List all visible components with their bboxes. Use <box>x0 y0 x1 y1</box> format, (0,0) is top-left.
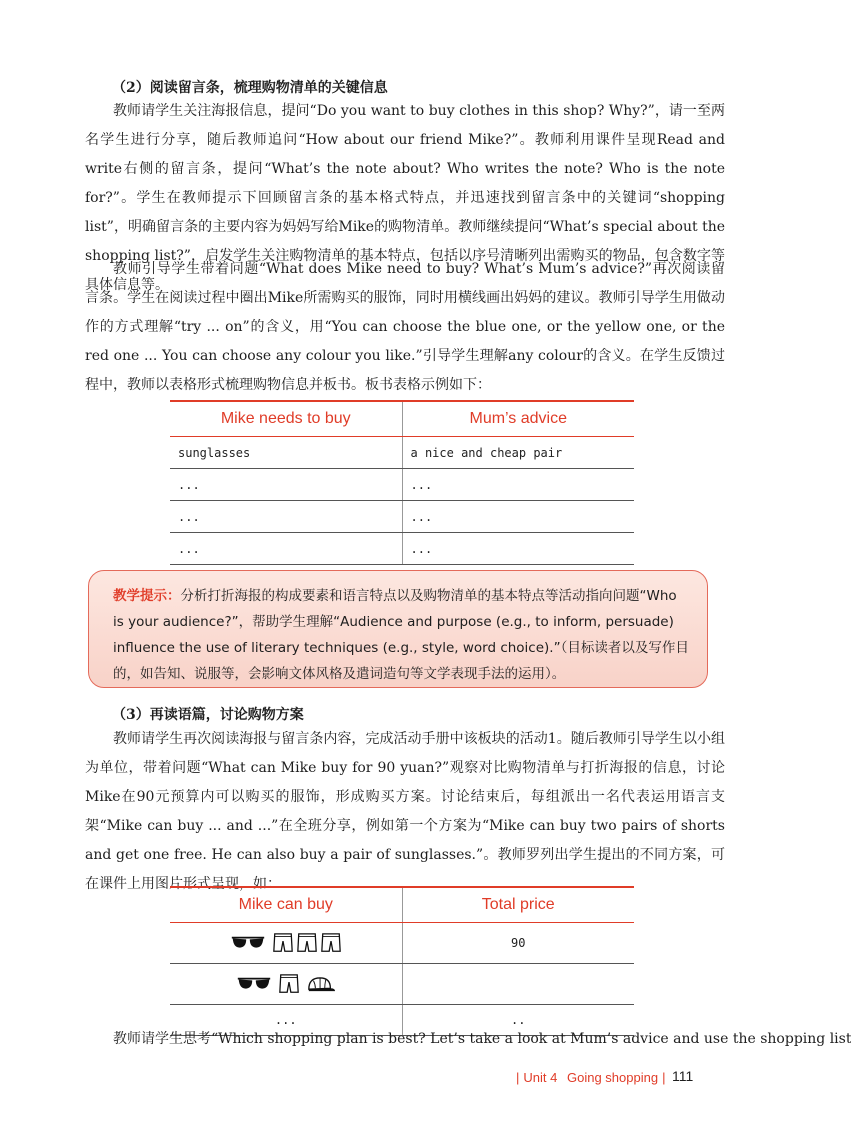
section3-heading: （3）再读语篇，讨论购物方案 <box>112 707 304 723</box>
table1-cell: a nice and cheap pair <box>402 437 634 469</box>
table1-cell: ... <box>402 501 634 533</box>
table1-cell: ... <box>170 533 402 565</box>
footer-unit: Unit 4 <box>523 1070 558 1085</box>
table1-cell: ... <box>170 501 402 533</box>
table1-cell: sunglasses <box>170 437 402 469</box>
shorts-icon <box>272 932 294 954</box>
table-row <box>170 533 634 565</box>
table1-cell: ... <box>402 533 634 565</box>
shorts-icon <box>278 973 300 995</box>
table-row <box>170 469 634 501</box>
teaching-tip-box <box>88 570 708 688</box>
plan-items-cell <box>170 923 402 964</box>
plan-items-cell: ... <box>170 1005 402 1036</box>
shopping-info-table <box>170 400 634 565</box>
shorts-icon <box>320 932 342 954</box>
teaching-tip-label: 教学提示： <box>113 588 181 604</box>
cap-icon <box>306 975 336 994</box>
sunglasses-icon <box>230 934 266 952</box>
table-row <box>170 923 634 964</box>
table2-header-price: Total price <box>402 887 634 923</box>
table1-cell: ... <box>402 469 634 501</box>
table-row <box>170 437 634 469</box>
table1-header-needs: Mike needs to buy <box>170 401 402 437</box>
table1-cell: ... <box>170 469 402 501</box>
table2-header-items: Mike can buy <box>170 887 402 923</box>
section2-heading: （2）阅读留言条，梳理购物清单的关键信息 <box>112 80 388 96</box>
shorts-icon <box>296 932 318 954</box>
table1-header-advice: Mum’s advice <box>402 401 634 437</box>
plan-price-cell: .. <box>402 1005 634 1036</box>
section2-para2: 教师引导学生带着问题“What does Mike need to buy? What’s Mum’s advice?”再次阅读留言条。学生在阅读过程中圈出Mike所需购买的服饰，同时用横线画出妈妈的建议。教师引导学生用做动作的方式理解“try ... on”的含义，用“You can choose the blue one, or the yellow one, or the red one ... You can choose any colour you like.”引导学生理解any colour的含义。在学生反馈过程中，教师以表格形式梳理购物信息并板书。板书表格示例如下： <box>85 261 725 393</box>
table-row <box>170 964 634 1005</box>
page-number: 111 <box>672 1068 694 1084</box>
table-row <box>170 501 634 533</box>
plan-items-cell <box>170 964 402 1005</box>
plan-price-cell: 90 <box>402 923 634 964</box>
closing-paragraph: 教师请学生思考“Which shopping plan is best? Let’s take a look at Mum’s advice and use the shopping list <box>113 1031 851 1047</box>
section2-para1: 教师请学生关注海报信息，提问“Do you want to buy clothes in this shop? Why?”，请一至两名学生进行分享，随后教师追问“How about our friend Mike?”。教师利用课件呈现Read and write右侧的留言条，提问“What’s the note about? Who writes the note? Who is the note for?”。学生在教师提示下回顾留言条的基本格式特点，并迅速找到留言条中的关键词“shopping list”，明确留言条的主要内容为妈妈写给Mike的购物清单。教师继续提问“What’s special about the shopping list?”，启发学生关注购物清单的基本特点，包括以序号清晰列出需购买的物品，包含数字等具体信息等。 <box>85 103 725 293</box>
teaching-tip-text: 分析打折海报的构成要素和语言特点以及购物清单的基本特点等活动指向问题“Who is your audience?”，帮助学生理解“Audience and purpose (e.g., to inform, persuade) influence the use of literary techniques (e.g., style, word choice).”（目标读者以及写作目的，如告知、说服等，会影响文体风格及遣词造句等文学表现手法的运用）。 <box>113 588 689 682</box>
plan-price-cell <box>402 964 634 1005</box>
footer-title: Going shopping <box>566 1070 659 1085</box>
purchase-plan-table <box>170 886 634 1036</box>
sunglasses-icon <box>236 975 272 993</box>
section3-para1: 教师请学生再次阅读海报与留言条内容，完成活动手册中该板块的活动1。随后教师引导学生以小组为单位，带着问题“What can Mike buy for 90 yuan?”观察对比购物清单与打折海报的信息，讨论Mike在90元预算内可以购买的服饰，形成购买方案。讨论结束后，每组派出一名代表运用语言支架“Mike can buy ... and ...”在全班分享，例如第一个方案为“Mike can buy two pairs of shorts and get one free. He can also buy a pair of sunglasses.”。教师罗列出学生提出的不同方案，可在课件上用图片形式呈现，如： <box>85 731 725 892</box>
page-footer: | Unit 4 Going shopping | <box>516 1070 666 1085</box>
